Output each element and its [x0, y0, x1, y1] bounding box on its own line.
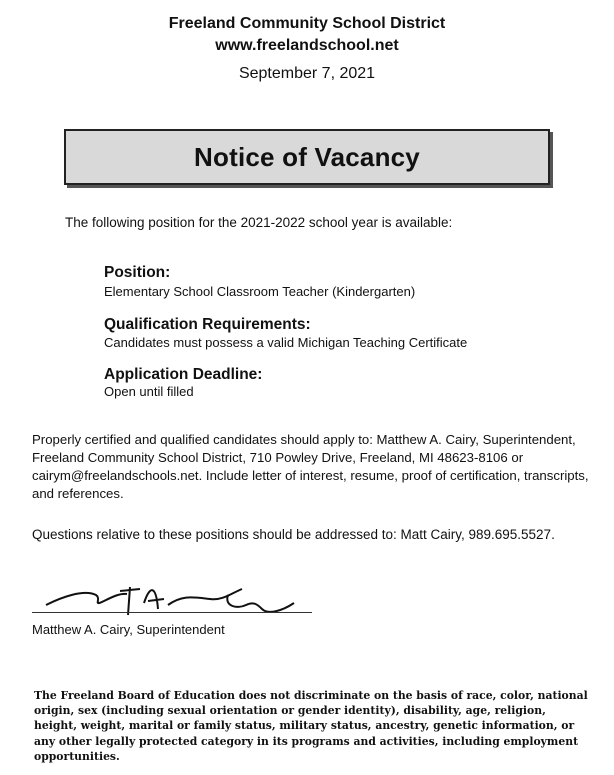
signature-line — [32, 612, 312, 613]
position-label: Position: — [104, 264, 171, 281]
notice-date: September 7, 2021 — [238, 65, 376, 82]
deadline-value: Open until filled — [104, 384, 194, 399]
signature-image — [32, 575, 302, 625]
questions-contact: Questions relative to these positions should be addressed to: Matt Cairy, 989.695.5527. — [32, 527, 555, 542]
deadline-label: Application Deadline: — [104, 366, 263, 383]
signer-name: Matthew A. Cairy, Superintendent — [32, 622, 225, 637]
district-website: www.freelandschool.net — [215, 37, 399, 54]
application-instructions: Properly certified and qualified candidates should apply to: Matthew A. Cairy, Superintendent, Freeland Community School District, 710 Powley Drive, Freeland, MI 48623-8106 or cairym@freelandschools.net. Include letter of interest, resume, proof of certification, transcripts, and references. — [32, 432, 589, 501]
qualification-label: Qualification Requirements: — [104, 316, 311, 333]
qualification-value: Candidates must possess a valid Michigan Teaching Certificate — [104, 335, 468, 350]
position-value: Elementary School Classroom Teacher (Kindergarten) — [104, 284, 416, 299]
notice-banner — [64, 129, 550, 185]
intro-text: The following position for the 2021-2022 school year is available: — [65, 215, 453, 230]
district-name: Freeland Community School District — [168, 15, 446, 32]
nondiscrimination-statement: The Freeland Board of Education does not discriminate on the basis of race, color, national origin, sex (including sexual orientation or gender identity), disability, age, religion, height, weight, marital or family status, military status, ancestry, genetic information, or any other legally protected category in its programs and activities, including employment opportunities. — [34, 689, 588, 763]
notice-title: Notice of Vacancy — [194, 141, 420, 172]
